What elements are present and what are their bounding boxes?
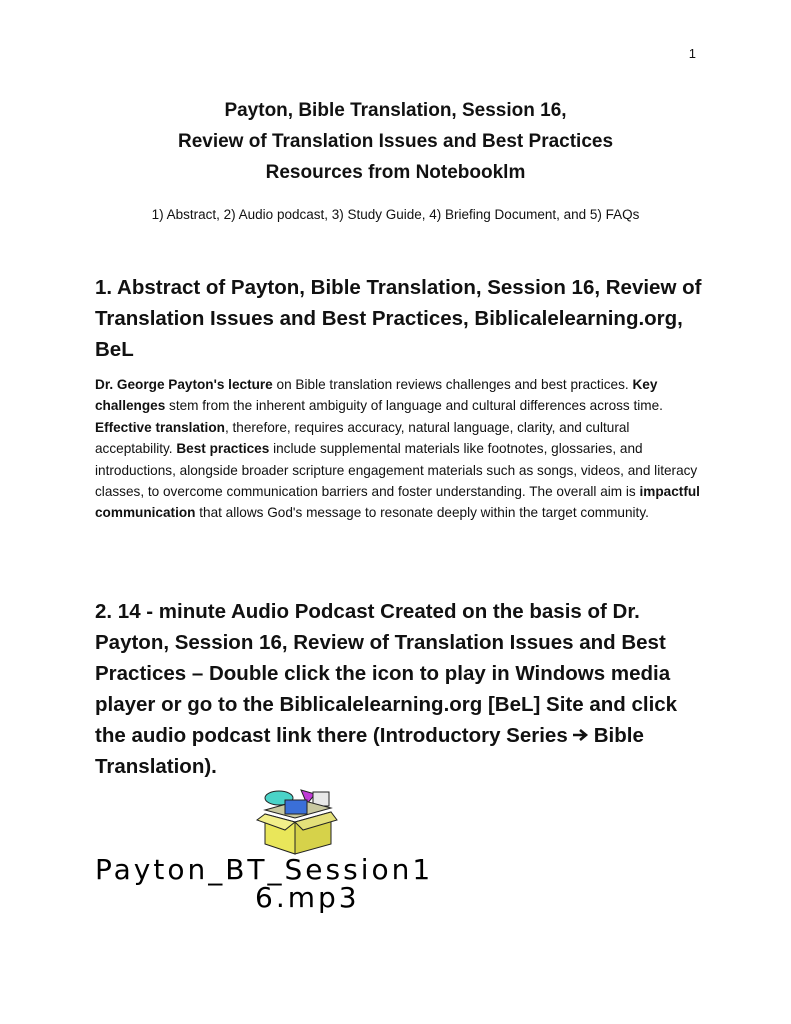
filename-line-2: 6.mp3: [255, 881, 360, 914]
filename-line-1: Payton_BT_Session1: [95, 853, 434, 886]
abstract-bold-5: impactful communication: [95, 484, 700, 521]
abstract-bold-3: Effective translation: [95, 419, 225, 435]
page-number: 1: [688, 46, 696, 61]
title-line-2: Review of Translation Issues and Best Practices: [177, 131, 614, 152]
abstract-text-2: stem from the inherent ambiguity of language and cultural differences across time.: [165, 398, 663, 414]
abstract-bold-2: Key challenges: [95, 377, 658, 414]
podcast-file[interactable]: [95, 788, 575, 914]
right-arrow-icon: [572, 720, 590, 751]
abstract-bold-1: Dr. George Payton's lecture: [95, 377, 273, 392]
abstract-text-5: that allows God's message to resonate deeply within the target community.: [195, 505, 649, 521]
section-1-heading: 1. Abstract of Payton, Bible Translation, Session 16, Review of Translation Issues and Best Practices, Biblicalelearning.org, BeL: [95, 276, 702, 361]
section-2-heading: [95, 596, 705, 782]
abstract-bold-4: Best practices: [176, 441, 270, 457]
section-2-heading-end: Bible Translation).: [95, 724, 644, 778]
abstract-paragraph: [95, 374, 705, 524]
title-line-3: Resources from Notebooklm: [265, 162, 526, 183]
abstract-text-1: on Bible translation reviews challenges and best practices.: [272, 377, 633, 392]
podcast-filename[interactable]: [95, 853, 575, 914]
abstract-text-3: , therefore, requires accuracy, natural language, clarity, and cultural acceptability.: [95, 419, 630, 457]
abstract-text-4: include supplemental materials like footnotes, glossaries, and introductions, alongside broader scripture engagement materials such as songs, videos, and literacy classes, to overcome communication barriers and foster understanding. The overall aim is: [95, 441, 698, 500]
section-2-heading-text: 2. 14 - minute Audio Podcast Created on the basis of Dr. Payton, Session 16, Review of Translation Issues and Best Practices – Double click the icon to play in Windows media player or go to the Biblicalelearning.org [BeL] Site and click the audio podcast link there (Introductory Series: [95, 600, 678, 747]
document-title: [0, 95, 791, 188]
media-package-icon[interactable]: [255, 788, 339, 861]
contents-list: 1) Abstract, 2) Audio podcast, 3) Study Guide, 4) Briefing Document, and 5) FAQs: [151, 207, 640, 222]
title-line-1: Payton, Bible Translation, Session 16,: [224, 100, 567, 121]
